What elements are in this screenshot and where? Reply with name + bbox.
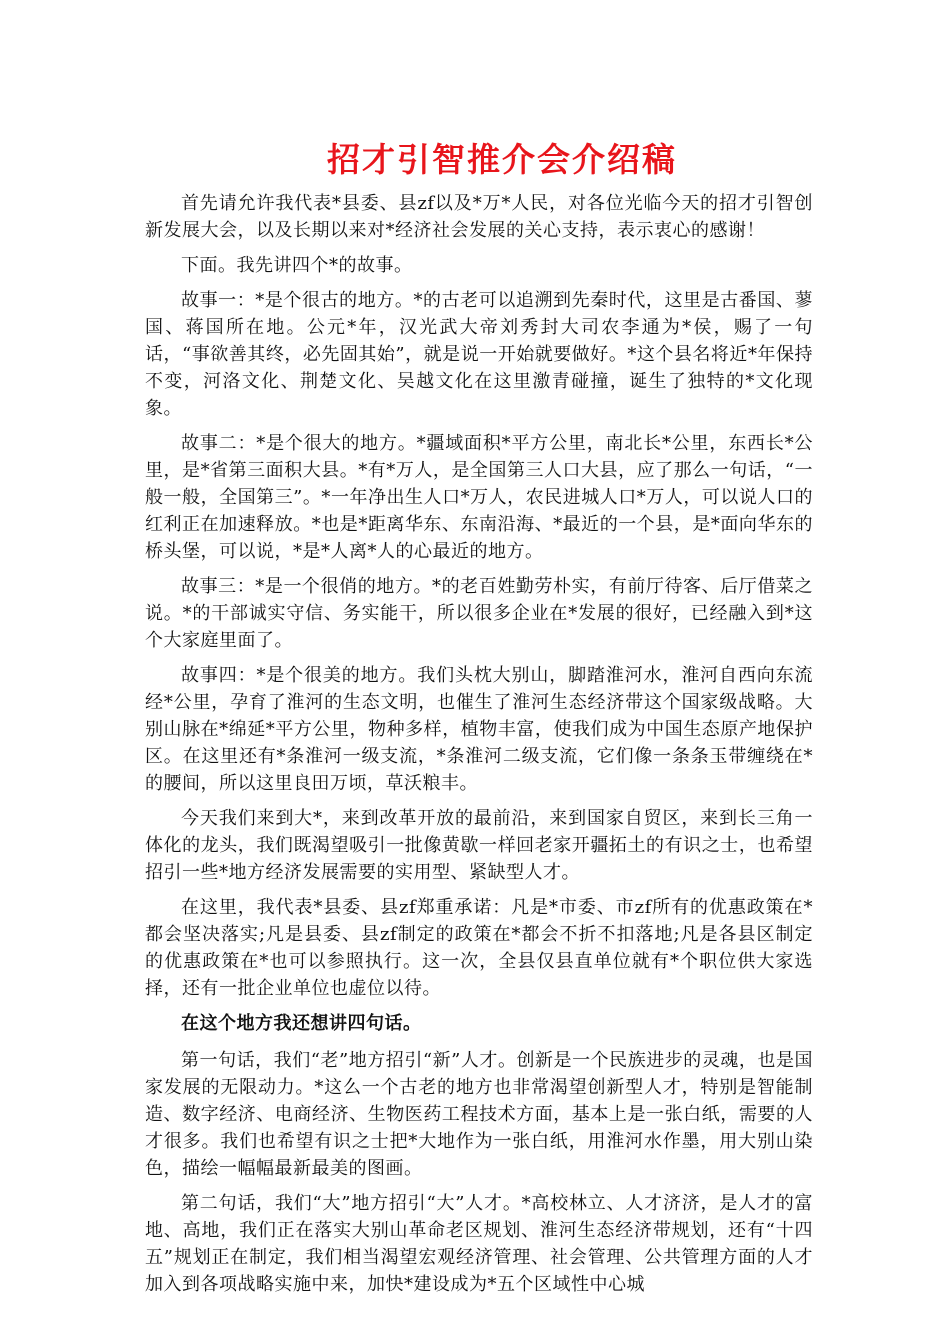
paragraph-sentence-two: 第二句话，我们“大”地方招引“大”人才。*高校林立、人才济济，是人才的富地、高地，我们正在落实大别山革命老区规划、淮河生态经济带规划，还有“十四五”规划正在制定，我们相当渴望宏观经济管理、社会管理、公共管理方面的人才加入到各项战略实施中来，加快*建设成为*五个区域性中心城 (145, 1193, 813, 1295)
paragraph-sentence-one: 第一句话，我们“老”地方招引“新”人才。创新是一个民族进步的灵魂，也是国家发展的无限动力。*这么一个古老的地方也非常渴望创新型人才，特别是智能制造、数字经济、电商经济、生物医药工程技术方面，基本上是一张白纸，需要的人才很多。我们也希望有识之士把*大地作为一张白纸，用淮河水作墨，用大别山染色，描绘一幅幅最新最美的图画。 (145, 1050, 813, 1179)
paragraph-story-three: 故事三：*是一个很俏的地方。*的老百姓勤劳朴实，有前厅待客、后厅借菜之说。*的干部诚实守信、务实能干，所以很多企业在*发展的很好，已经融入到*这个大家庭里面了。 (145, 576, 813, 651)
paragraph-intro: 下面。我先讲四个*的故事。 (181, 255, 413, 276)
paragraph-story-one: 故事一：*是个很古的地方。*的古老可以追溯到先秦时代，这里是古番国、蓼国、蒋国所在地。公元*年，汉光武大帝刘秀封大司农李通为*侯，赐了一句话，“事欲善其终，必先固其始”，就是说一开始就要做好。*这个县名将近*年保持不变，河洛文化、荆楚文化、吴越文化在这里激青碰撞，诞生了独特的*文化现象。 (145, 290, 813, 419)
document-body (145, 190, 813, 1306)
paragraph-story-four: 故事四：*是个很美的地方。我们头枕大别山，脚踏淮河水，淮河自西向东流经*公里，孕育了淮河的生态文明，也催生了淮河生态经济带这个国家级战略。大别山脉在*绵延*平方公里，物种多样，植物丰富，使我们成为中国生态原产地保护区。在这里还有*条淮河一级支流，*条淮河二级支流，它们像一条条玉带缠绕在*的腰间，所以这里良田万顷，草沃粮丰。 (145, 665, 813, 794)
paragraph-today: 今天我们来到大*，来到改革开放的最前沿，来到国家自贸区，来到长三角一体化的龙头，我们既渴望吸引一批像黄歇一样回老家开疆拓土的有识之士，也希望招引一些*地方经济发展需要的实用型、紧缺型人才。 (145, 808, 813, 883)
section-heading-four-sentences: 在这个地方我还想讲四句话。 (181, 1013, 422, 1034)
document-title: 招才引智推介会介绍稿 (327, 140, 677, 179)
paragraph-commitment: 在这里，我代表*县委、县zf郑重承诺：凡是*市委、市zf所有的优惠政策在*都会坚决落实;凡是县委、县zf制定的政策在*都会不折不扣落地;凡是各县区制定的优惠政策在*也可以参照执行。这一次，全县仅县直单位就有*个职位供大家选择，还有一批企业单位也虚位以待。 (145, 897, 813, 999)
paragraph-opening: 首先请允许我代表*县委、县zf以及*万*人民，对各位光临今天的招才引智创新发展大会，以及长期以来对*经济社会发展的关心支持，表示衷心的感谢！ (145, 193, 813, 241)
paragraph-story-two: 故事二：*是个很大的地方。*疆域面积*平方公里，南北长*公里，东西长*公里，是*省第三面积大县。*有*万人，是全国第三人口大县，应了那么一句话，“一般一般，全国第三”。*一年净出生人口*万人，农民进城人口*万人，可以说人口的红利正在加速释放。*也是*距离华东、东南沿海、*最近的一个县，是*面向华东的桥头堡，可以说，*是*人离*人的心最近的地方。 (145, 433, 813, 562)
